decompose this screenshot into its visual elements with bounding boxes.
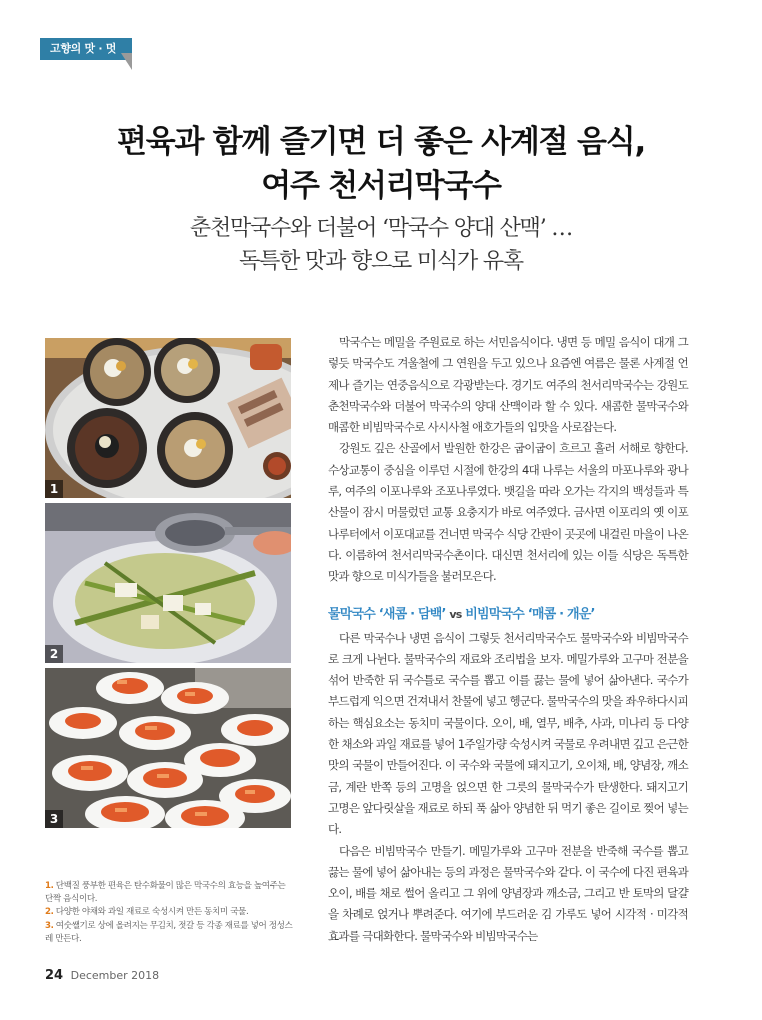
- subtitle-line-1: 춘천막국수와 더불어 ‘막국수 양대 산맥’ …: [189, 216, 573, 241]
- caption-2: [45, 906, 295, 919]
- caption-text: 단백질 풍부한 편육은 탄수화물이 많은 막국수의 효능을 높여주는 단짝 음식이다.: [45, 881, 286, 905]
- caption-1: [45, 880, 295, 906]
- photo-number-2: 2: [45, 645, 63, 663]
- article-body: [328, 332, 688, 947]
- issue-date: December 2018: [70, 969, 160, 982]
- body-paragraph: 다른 막국수나 냉면 음식이 그렇듯 천서리막국수도 물막국수와 비빔막국수로 크게 나뉜다. 물막국수의 재료와 조리법을 보자. 메밀가루와 고구마 전분을 섞어 반죽한 뒤 국수틀로 국수를 뽑고 이를 끓는 물에 넣어 삶아낸다. 국수가 부드럽게 익으면 건져내서 찬물에 넣고 헹군다. 물막국수의 맛을 좌우하다시피 하는 핵심요소는 동치미 국물이다. 오이, 배, 열무, 배추, 사과, 미나리 등 다양한 채소와 과일 재료를 넣어 1주일가량 숙성시켜 국물로 우려내면 깊고 은근한 맛의 국물이 만들어진다. 이 국수와 국물에 돼지고기, 오이채, 배, 양념장, 깨소금, 계란 반쪽 등의 고명을 얹으면 한 그릇의 물막국수가 탄생한다. 돼지고기 고명은 앞다릿살을 재료로 하되 푹 삶아 양념한 뒤 먹기 좋은 길이로 찢어 넣는다.: [328, 630, 688, 837]
- caption-text: 다양한 야채와 과일 재료로 숙성시켜 만든 동치미 국물.: [55, 907, 249, 918]
- caption-number: 1.: [45, 881, 54, 891]
- caption-number: 2.: [45, 907, 54, 918]
- page-number: 24: [45, 968, 64, 983]
- photo-dongchimi: [45, 503, 291, 663]
- dongchimi-illustration: [45, 503, 291, 663]
- kimchi-plates-illustration: [45, 668, 291, 828]
- subtitle-line-2: 독특한 맛과 향으로 미식가 유혹: [239, 249, 523, 274]
- title-line-1: 편육과 함께 즐기면 더 좋은 사계절 음식,: [116, 124, 646, 160]
- photo-radish-kimchi: [45, 668, 291, 828]
- section-heading: [328, 604, 688, 626]
- body-paragraph: 강원도 깊은 산골에서 발원한 한강은 굽이굽이 흐르고 흘러 서해로 향한다. 수상교통이 중심을 이루던 시절에 한강의 4대 나루는 서울의 마포나루와 광나루, 여주의 이포나루와 조포나루였다. 뱃길을 따라 오가는 각지의 백성들과 특산물이 잠시 머물렀던 교통 요충지가 바로 여주였다. 금사면 이포리의 옛 이포나루터에서 이포대교를 건너면 막국수 식당 간판이 곳곳에 내걸린 마을이 나온다. 이름하여 천서리막국수촌이다. 대신면 천서리에 있는 이들 식당은 독특한 맛과 향으로 미식가들을 불러모은다.: [328, 441, 688, 584]
- caption-number: 3.: [45, 920, 54, 931]
- photo-captions: [45, 880, 295, 946]
- section-heading-a: 물막국수 ‘새콤 · 담백’: [328, 606, 446, 622]
- photo-number-1: 1: [45, 480, 63, 498]
- caption-text: 여숫쌜기로 상에 올려지는 무김치, 젓갈 등 각종 재료를 넣어 정성스레 만든다.: [45, 920, 293, 944]
- body-paragraph: 다음은 비빔막국수 만들기. 메밀가루와 고구마 전분을 반죽해 국수를 뽑고 끓는 물에 넣어 삶아내는 등의 과정은 물막국수와 같다. 이 국수에 다진 편육과 오이, 배를 채로 썰어 올리고 그 위에 양념장과 깨소금, 그리고 반 토막의 달걀을 차례로 얹거나 뿌려준다. 여기에 부드러운 김 가루도 넣어 시각적 · 미각적 효과를 극대화한다. 물막국수와 비빔막국수는: [328, 843, 688, 943]
- category-tag: 고향의 맛 · 멋: [40, 38, 132, 60]
- section-heading-vs: vs: [449, 607, 462, 621]
- title-line-2: 여주 천서리막국수: [261, 168, 501, 204]
- tag-fold-decoration: [121, 53, 132, 70]
- caption-3: [45, 920, 295, 946]
- page-footer: [45, 968, 159, 983]
- article-title: [0, 120, 762, 208]
- article-subtitle: [0, 212, 762, 278]
- photo-noodle-bowls: [45, 338, 291, 498]
- noodle-bowls-illustration: [45, 338, 291, 498]
- section-heading-b: 비빔막국수 ‘매콤 · 개운’: [465, 606, 595, 622]
- photo-number-3: 3: [45, 810, 63, 828]
- body-paragraph: 막국수는 메밀을 주원료로 하는 서민음식이다. 냉면 등 메밀 음식이 대개 그렇듯 막국수도 겨울철에 그 연원을 두고 있으나 요즘엔 여름은 물론 사계절 언제나 즐기는 연중음식으로 각광받는다. 경기도 여주의 천서리막국수는 강원도 춘천막국수와 더불어 막국수의 양대 산맥이라 할 수 있다. 새콤한 물막국수와 매콤한 비빔막국수로 사시사철 애호가들의 입맛을 사로잡는다.: [328, 335, 688, 435]
